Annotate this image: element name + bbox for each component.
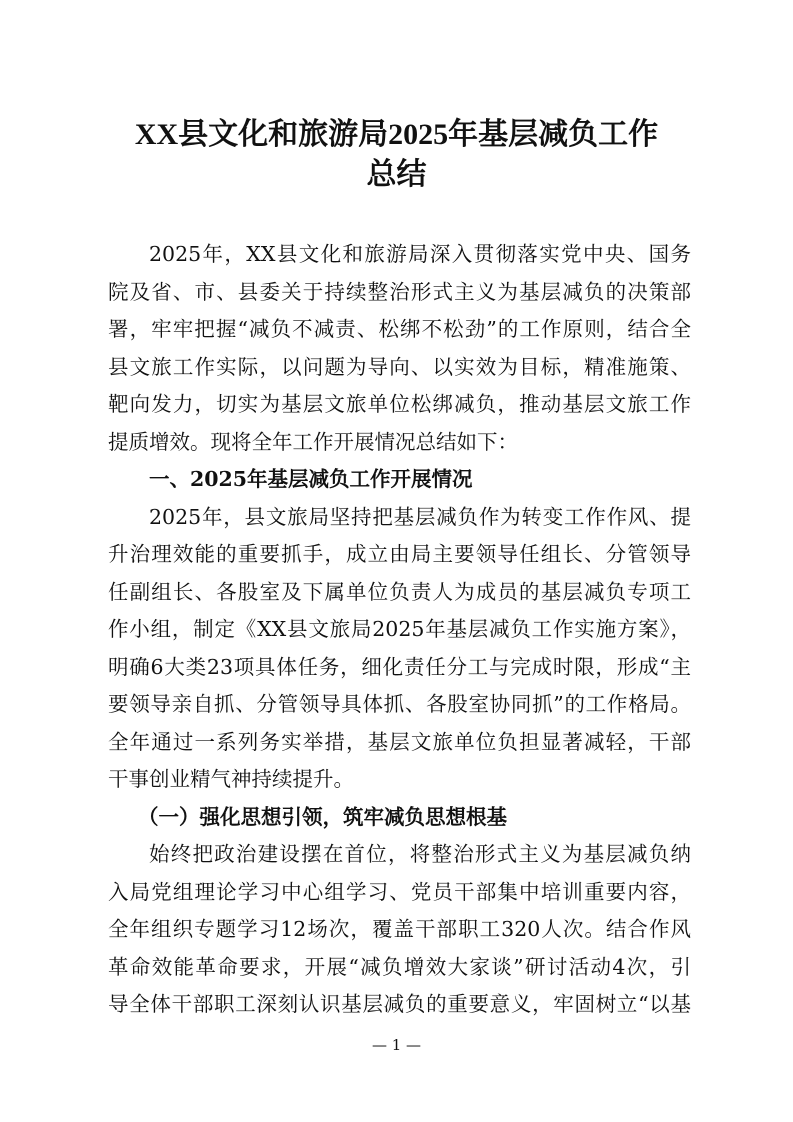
title-line-1: XX县文化和旅游局2025年基层减负工作 — [134, 118, 659, 151]
text-line: 要领导亲自抓、分管领导具体抓、各股室协同抓”的工作格局。 — [108, 692, 691, 716]
text-line: 靶向发力，切实为基层文旅单位松绑减负，推动基层文旅工作 — [108, 392, 691, 416]
text-line: 任副组长、各股室及下属单位负责人为成员的基层减负专项工 — [108, 579, 691, 604]
text-line: 2025年，XX县文化和旅游局深入贯彻落实党中央、国务 — [149, 242, 691, 266]
document-title — [60, 115, 733, 195]
text-line: 院及省、市、县委关于持续整治形式主义为基层减负的决策部 — [108, 279, 691, 304]
text-line: 署，牢牢把握“减负不减责、松绑不松劲”的工作原则，结合全 — [108, 317, 691, 341]
document-body — [108, 236, 691, 1024]
text-line: 明确6大类23项具体任务，细化责任分工与完成时限，形成“主 — [108, 654, 691, 679]
text-line: 升治理效能的重要抓手，成立由局主要领导任组长、分管领导 — [108, 542, 691, 566]
paragraph-3 — [108, 836, 691, 1024]
text-line: 革命效能革命要求，开展“减负增效大家谈”研讨活动4次，引 — [108, 954, 691, 979]
text-line: 作小组，制定《XX县文旅局2025年基层减负工作实施方案》， — [108, 617, 691, 641]
text-line: 干事创业精气神持续提升。 — [108, 767, 354, 791]
text-line: 导全体干部职工深刻认识基层减负的重要意义，牢固树立“以基 — [108, 992, 691, 1016]
text-line: 县文旅工作实际，以问题为导向、以实效为目标，精准施策、 — [108, 354, 691, 379]
section-heading-1: 一、2025年基层减负工作开展情况 — [149, 467, 473, 491]
text-line: 全年通过一系列务实举措，基层文旅单位负担显著减轻，干部 — [108, 729, 691, 754]
title-line-2: 总结 — [366, 158, 427, 191]
paragraph-1 — [108, 236, 691, 461]
text-line: 2025年，县文旅局坚持把基层减负作为转变工作作风、提 — [149, 504, 691, 529]
text-line: 全年组织专题学习12场次，覆盖干部职工320人次。结合作风 — [108, 917, 691, 941]
subsection-heading-1: （一）强化思想引领，筑牢减负思想根基 — [138, 804, 507, 829]
text-line: 始终把政治建设摆在首位，将整治形式主义为基层减负纳 — [149, 842, 691, 866]
text-line: 提质增效。现将全年工作开展情况总结如下： — [108, 429, 518, 454]
page-number: — 1 — — [371, 1036, 422, 1054]
paragraph-2 — [108, 499, 691, 799]
text-line: 入局党组理论学习中心组学习、党员干部集中培训重要内容， — [108, 879, 691, 904]
